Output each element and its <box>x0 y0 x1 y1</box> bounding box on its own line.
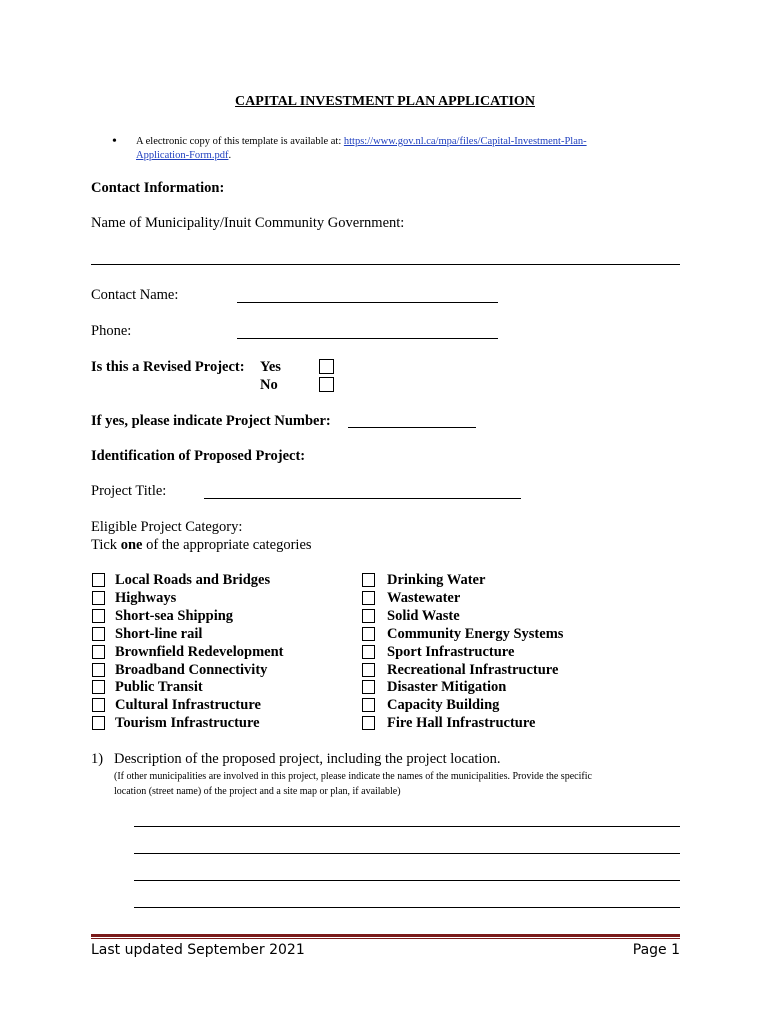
no-label: No <box>260 377 278 393</box>
category-label: Tourism Infrastructure <box>115 715 260 731</box>
description-line-2[interactable] <box>134 853 680 854</box>
footer-divider <box>91 934 680 937</box>
page-number: Page 1 <box>632 942 680 958</box>
template-note: A electronic copy of this template is available at: https://www.gov.nl.ca/mpa/files/Capital-Investment-Plan- Application-Form.pdf. <box>136 136 587 161</box>
description-line-1[interactable] <box>134 826 680 827</box>
revised-no-checkbox[interactable] <box>319 377 334 392</box>
revised-label: Is this a Revised Project: <box>91 359 245 375</box>
bullet-icon: • <box>112 134 117 149</box>
description-line-3[interactable] <box>134 880 680 881</box>
page-title: CAPITAL INVESTMENT PLAN APPLICATION <box>235 94 535 109</box>
category-label: Cultural Infrastructure <box>115 697 261 713</box>
category-label: Community Energy Systems <box>387 626 564 642</box>
description-label: Description of the proposed project, including the project location. <box>114 751 501 767</box>
phone-field[interactable] <box>237 338 498 339</box>
category-label: Disaster Mitigation <box>387 679 507 695</box>
category-checkbox-right-6[interactable] <box>362 680 375 694</box>
category-checkbox-right-0[interactable] <box>362 573 375 587</box>
category-checkbox-left-0[interactable] <box>92 573 105 587</box>
revised-yes-checkbox[interactable] <box>319 359 334 374</box>
category-checkbox-right-4[interactable] <box>362 645 375 659</box>
municipality-label: Name of Municipality/Inuit Community Government: <box>91 215 405 231</box>
category-label: Fire Hall Infrastructure <box>387 715 536 731</box>
category-label: Solid Waste <box>387 608 460 624</box>
category-checkbox-left-5[interactable] <box>92 663 105 677</box>
category-label: Local Roads and Bridges <box>115 572 271 588</box>
last-updated: Last updated September 2021 <box>91 942 305 958</box>
category-label: Brownfield Redevelopment <box>115 644 284 660</box>
category-checkbox-right-7[interactable] <box>362 698 375 712</box>
category-label: Broadband Connectivity <box>115 662 268 678</box>
project-title-field[interactable] <box>204 498 521 499</box>
category-label: Highways <box>115 590 177 606</box>
project-number-label: If yes, please indicate Project Number: <box>91 413 331 429</box>
contact-name-label: Contact Name: <box>91 287 179 303</box>
category-checkbox-right-3[interactable] <box>362 627 375 641</box>
description-line-4[interactable] <box>134 907 680 908</box>
template-link-cont[interactable]: Application-Form.pdf <box>136 150 229 161</box>
project-number-field[interactable] <box>348 427 476 428</box>
category-checkbox-right-5[interactable] <box>362 663 375 677</box>
category-checkbox-left-3[interactable] <box>92 627 105 641</box>
contact-heading: Contact Information: <box>91 180 225 196</box>
phone-label: Phone: <box>91 323 132 339</box>
category-checkbox-left-6[interactable] <box>92 680 105 694</box>
category-label: Public Transit <box>115 679 203 695</box>
template-link[interactable]: https://www.gov.nl.ca/mpa/files/Capital-Investment-Plan- <box>343 136 587 147</box>
category-label: Sport Infrastructure <box>387 644 515 660</box>
category-label: Short-sea Shipping <box>115 608 234 624</box>
category-checkbox-left-4[interactable] <box>92 645 105 659</box>
category-label: Eligible Project Category: <box>91 519 243 535</box>
category-label: Recreational Infrastructure <box>387 662 559 678</box>
category-checkbox-left-1[interactable] <box>92 591 105 605</box>
category-checkbox-left-7[interactable] <box>92 698 105 712</box>
category-checkbox-right-1[interactable] <box>362 591 375 605</box>
footer-divider-thin <box>91 938 680 939</box>
description-help: (If other municipalities are involved in this project, please indicate the names of the municipalities. Provide the specific location (street name) of the project and a site map or plan, if available) <box>114 771 592 797</box>
identification-heading: Identification of Proposed Project: <box>91 448 306 464</box>
category-label: Wastewater <box>387 590 461 606</box>
category-label: Drinking Water <box>387 572 486 588</box>
category-checkbox-right-2[interactable] <box>362 609 375 623</box>
yes-label: Yes <box>260 359 281 375</box>
category-checkbox-left-2[interactable] <box>92 609 105 623</box>
category-label: Short-line rail <box>115 626 203 642</box>
project-title-label: Project Title: <box>91 483 167 499</box>
category-label: Capacity Building <box>387 697 500 713</box>
contact-name-field[interactable] <box>237 302 498 303</box>
tick-instruction: Tick one of the appropriate categories <box>91 537 312 553</box>
category-checkbox-left-8[interactable] <box>92 716 105 730</box>
category-checkbox-right-8[interactable] <box>362 716 375 730</box>
municipality-field[interactable] <box>91 264 680 265</box>
description-number: 1) <box>91 751 104 767</box>
